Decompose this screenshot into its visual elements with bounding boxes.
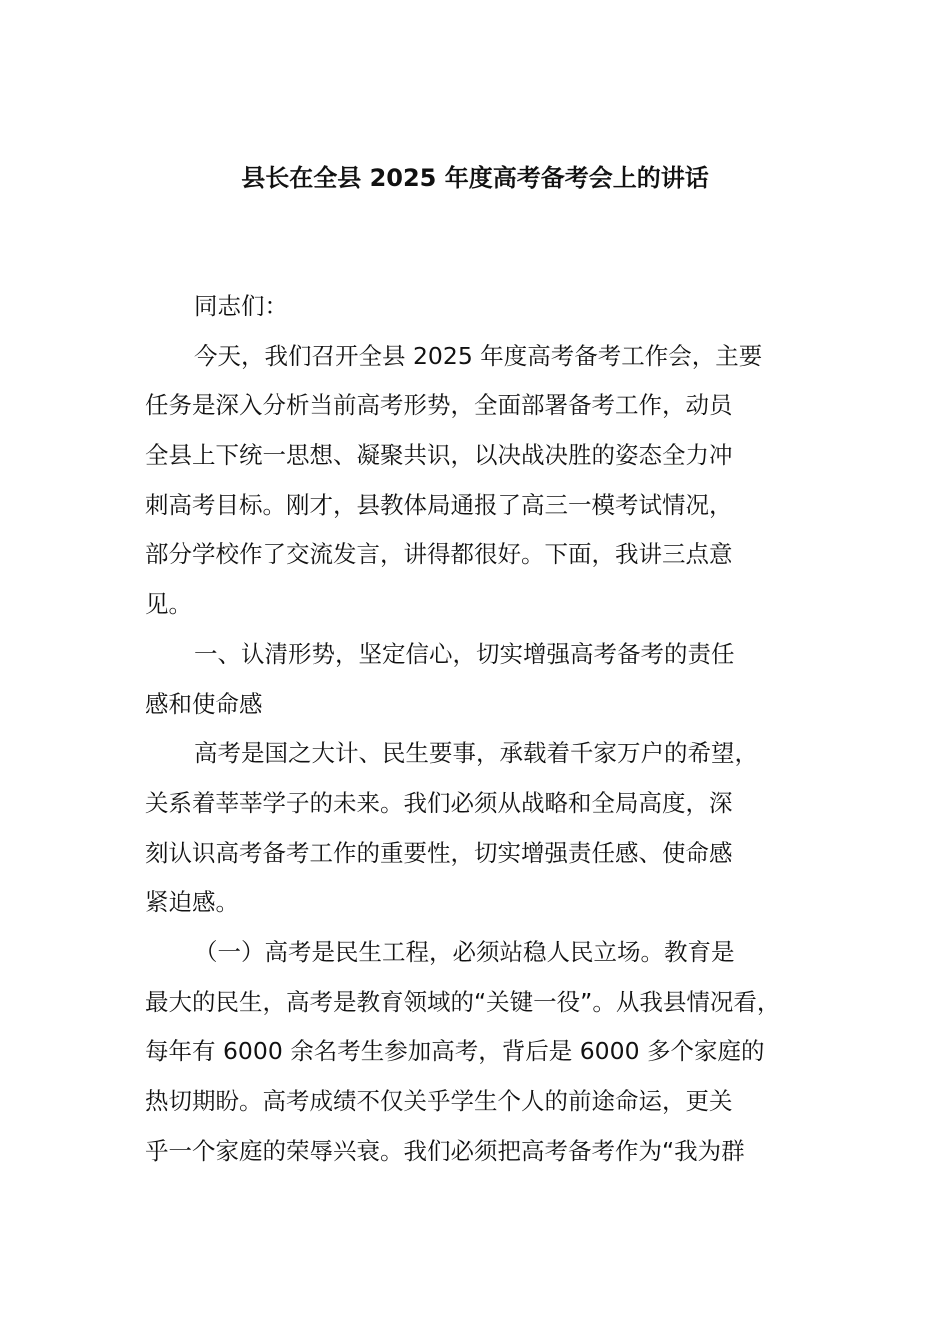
document-title: 县长在全县 2025 年度高考备考会上的讲话 (241, 164, 709, 192)
paragraph-line: （一）高考是民生工程，必须站稳人民立场。教育是 (194, 937, 735, 966)
paragraph-line: 今天，我们召开全县 2025 年度高考备考工作会，主要 (194, 341, 763, 370)
paragraph-line: 全县上下统一思想、凝聚共识，以决战决胜的姿态全力冲 (145, 441, 733, 470)
section-heading-line: 感和使命感 (145, 689, 263, 718)
paragraph-line: 高考是国之大计、民生要事，承载着千家万户的希望， (194, 739, 758, 768)
paragraph-line: 每年有 6000 余名考生参加高考，背后是 6000 多个家庭的 (145, 1037, 765, 1066)
section-heading-line: 一、认清形势，坚定信心，切实增强高考备考的责任 (194, 639, 735, 668)
paragraph-line: 热切期盼。高考成绩不仅关乎学生个人的前途命运，更关 (145, 1087, 733, 1115)
paragraph-line: 关系着莘莘学子的未来。我们必须从战略和全局高度，深 (145, 788, 733, 817)
paragraph-line: 乎一个家庭的荣辱兴衰。我们必须把高考备考作为“我为群 (145, 1136, 745, 1165)
paragraph-line: 紧迫感。 (145, 888, 239, 917)
paragraph-line: 最大的民生，高考是教育领域的“关键一役”。从我县情况看， (145, 987, 781, 1016)
document-body (145, 282, 835, 1176)
paragraph-line: 部分学校作了交流发言，讲得都很好。下面，我讲三点意 (145, 540, 733, 569)
paragraph-line: 刺高考目标。刚才，县教体局通报了高三一模考试情况， (145, 490, 733, 519)
paragraph-line: 刻认识高考备考工作的重要性，切实增强责任感、使命感 (145, 838, 733, 867)
paragraph-line: 见。 (145, 590, 192, 619)
paragraph-line: 同志们： (194, 292, 288, 320)
paragraph-line: 任务是深入分析当前高考形势，全面部署备考工作，动员 (145, 391, 733, 420)
